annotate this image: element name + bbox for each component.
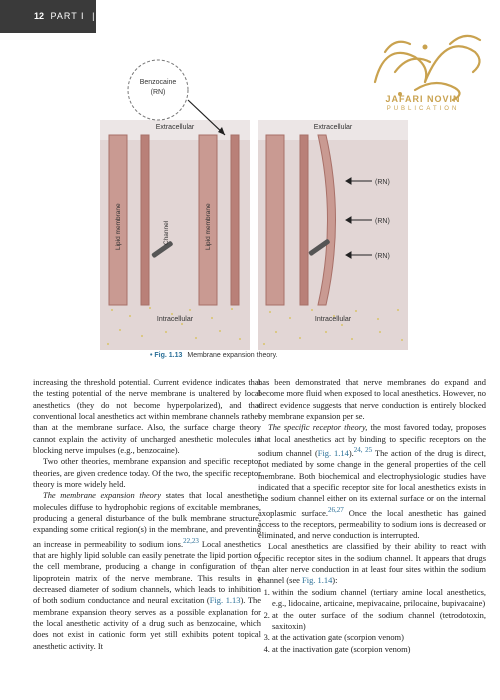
figure-link[interactable]: Fig. 1.14 [302,575,333,586]
right-extracellular-label: Extracellular [313,124,353,131]
left-intracellular-label: Intracellular [156,316,194,323]
paragraph: The membrane expansion theory states that local anesthetic molecules diffuse to hydrophobic regions of excitable membranes, producing a general disturbance of the bulk membrane structure, expanding some critical region(s) in the membrane, and preventing an increase in permeability to sodium ions.$^{22,23}$ Local anesthetics that are highly lipid soluble can easily penetrate the lipid portion of the cell membrane, producing a change in configuration of the lipoprotein matrix of the nerve membrane. This results in a decreased diameter of sodium channels, which leads to inhibition of both sodium conductance and neural excitation (Fig. 1.13). The membrane expansion theory serves as a possible explanation for the local anesthetic activity of a drug such as benzocaine, which does not exist in cationic form yet still exhibits potent topical anesthetic activity. It [33,490,262,651]
left-panel [100,60,250,350]
left-lipid-label-1: Lipid membrane [115,203,122,250]
left-channel-wall-2 [231,135,239,305]
figure-number: • Fig. 1.13 [150,352,183,359]
paragraph: Local anesthetics are classified by their ability to react with specific receptor sites in the sodium channel. It appears that drugs can alter nerve conduction in at least four sites within the sodium channel (see Fig. 1.14): [258,541,486,586]
list-item: 1. within the sodium channel (tertiary amine local anesthetics, e.g., lidocaine, articaine, mepivacaine, prilocaine, bupivacaine) [272,587,486,610]
publisher-subtitle: PUBLICATION [386,106,460,112]
left-extracellular-label: Extracellular [155,124,195,131]
left-lipid-label-2: Lipid membrane [205,203,212,250]
list-item: 4. at the inactivation gate (scorpion venom) [272,644,486,655]
left-channel-wall-1 [141,135,149,305]
right-channel-wall-1 [300,135,308,305]
text-column-left [33,377,261,652]
running-head [34,11,128,21]
citation[interactable]: 22,23 [183,536,199,545]
text-column-right [258,377,486,655]
header-separator: | [92,11,95,21]
benzocaine-label: Benzocaine [139,79,177,86]
citation[interactable]: 26,27 [327,505,344,514]
figure-caption [150,352,450,359]
benzocaine-rn-label: (RN) [150,89,166,96]
paragraph: increasing the threshold potential. Current evidence indicates that the testing potential of the nerve membrane is unaltered by local anesthetics (they do not become hyperpolarized), and that conventional local anesthetics act within membrane channels rather than at the membrane surface. Also, the surface charge theory cannot explain the activity of uncharged anesthetic molecules in blocking nerve impulses (e.g., benzocaine). [33,377,261,456]
publisher-name: JAFARI NOVIN [385,94,461,104]
site-list [258,587,486,655]
membrane-expansion-figure [0,40,500,360]
right-lipid-membrane-1 [266,135,284,305]
figure-caption-text: Membrane expansion theory. [187,352,278,359]
term-membrane-expansion: The membrane expansion theory [43,490,161,501]
right-intracellular-label: Intracellular [314,316,352,323]
section-label: Drugs [101,11,128,21]
part-label: PART I [50,11,85,21]
figure-link[interactable]: Fig. 1.13 [209,595,241,606]
list-item: 3. at the activation gate (scorpion venom) [272,632,486,643]
list-item: 2. at the outer surface of the sodium channel (tetrodotoxin, saxitoxin) [272,610,486,633]
rn-label-1: (RN) [375,179,390,186]
figure-link[interactable]: Fig. 1.14 [317,447,349,458]
paragraph: Two other theories, membrane expansion and specific receptor theories, are given credence today. Of the two, the specific receptor theory is more widely held. [33,456,261,490]
right-panel [258,120,408,350]
term-specific-receptor: The specific receptor theory, [268,422,368,433]
channel-label: Channel [163,220,170,245]
paragraph: has been demonstrated that nerve membranes do expand and become more fluid when exposed to local anesthetics. However, no direct evidence suggests that nerve conduction is entirely blocked by membrane expansion per se. [258,377,486,422]
rn-label-3: (RN) [375,253,390,260]
rn-label-2: (RN) [375,218,390,225]
citation[interactable]: 24, 25 [353,446,373,455]
paragraph: The specific receptor theory, the most favored today, proposes that local anesthetics act by binding to specific receptors on the sodium channel (Fig. 1.14).$^{24, 25}$ The action of the drug is direct, not mediated by some change in the general properties of the cell membrane. Both biochemical and electrophysiologic studies have indicated that a specific receptor site for local anesthetics exists in the sodium channel either on its external surface or on the internal axoplasmic surface.$^{26,27}$ Once the local anesthetic has gained access to the receptors, permeability to sodium ions is decreased or eliminated, and nerve conduction is interrupted. [258,422,486,541]
page-number: 12 [34,11,45,21]
